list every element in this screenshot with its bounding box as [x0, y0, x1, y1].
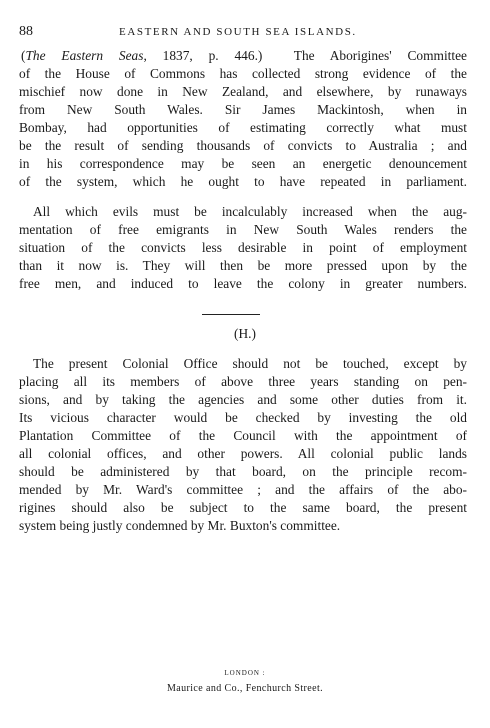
imprint-city: LONDON : [224, 669, 266, 677]
section-divider [202, 314, 260, 315]
text-line: than it now is. They will then be more pressed upon by the [19, 258, 467, 273]
imprint-printer: Maurice and Co., Fenchurch Street. [166, 683, 324, 694]
text-line: Bombay, had opportunities of estimating correctly what must [19, 120, 467, 135]
text-line: of the House of Commons has collected strong evidence of the [19, 66, 467, 81]
text-line: free men, and induced to leave the colony in greater numbers. [19, 276, 467, 291]
text-line: situation of the convicts less desirable in point of employment [19, 240, 467, 255]
text-line: mentation of free emigrants in New South Wales renders the [19, 222, 467, 237]
text-line: The present Colonial Office should not be touched, except by [33, 356, 467, 371]
text-line: sions, and by taking the agencies and some other duties from it. [19, 392, 467, 407]
text-line: placing all its members of above three years standing on pen- [19, 374, 467, 389]
text-line: (The Eastern Seas, 1837, p. 446.) The Aborigines' Committee [21, 48, 467, 63]
text-line: from New South Wales. Sir James Mackintosh, when in [19, 102, 467, 117]
page-header [19, 24, 474, 42]
text-line: of the system, which he ought to have repeated in parliament. [19, 174, 467, 189]
running-title: EASTERN AND SOUTH SEA ISLANDS. [119, 26, 357, 38]
page-number: 88 [19, 24, 33, 39]
text-line: mended by Mr. Ward's committee ; and the affairs of the abo- [19, 482, 467, 497]
text-line: rigines should also be subject to the same board, the present [19, 500, 467, 515]
text-line: should be administered by that board, on the principle recom- [19, 464, 467, 479]
text-line: Its vicious character would be checked by investing the old [19, 410, 467, 425]
text-line: be the result of sending thousands of convicts to Australia ; and [19, 138, 467, 153]
text-line: Plantation Committee of the Council with the appointment of [19, 428, 467, 443]
text-line: all colonial offices, and other powers. All colonial public lands [19, 446, 467, 461]
text-line: mischief now done in New Zealand, and elsewhere, by runaways [19, 84, 467, 99]
text-line: system being justly condemned by Mr. Buxton's committee. [19, 518, 341, 533]
section-heading: (H.) [234, 326, 256, 341]
text-line: in his correspondence may be seen an energetic denouncement [19, 156, 467, 171]
text-line: All which evils must be incalculably increased when the aug- [33, 204, 467, 219]
